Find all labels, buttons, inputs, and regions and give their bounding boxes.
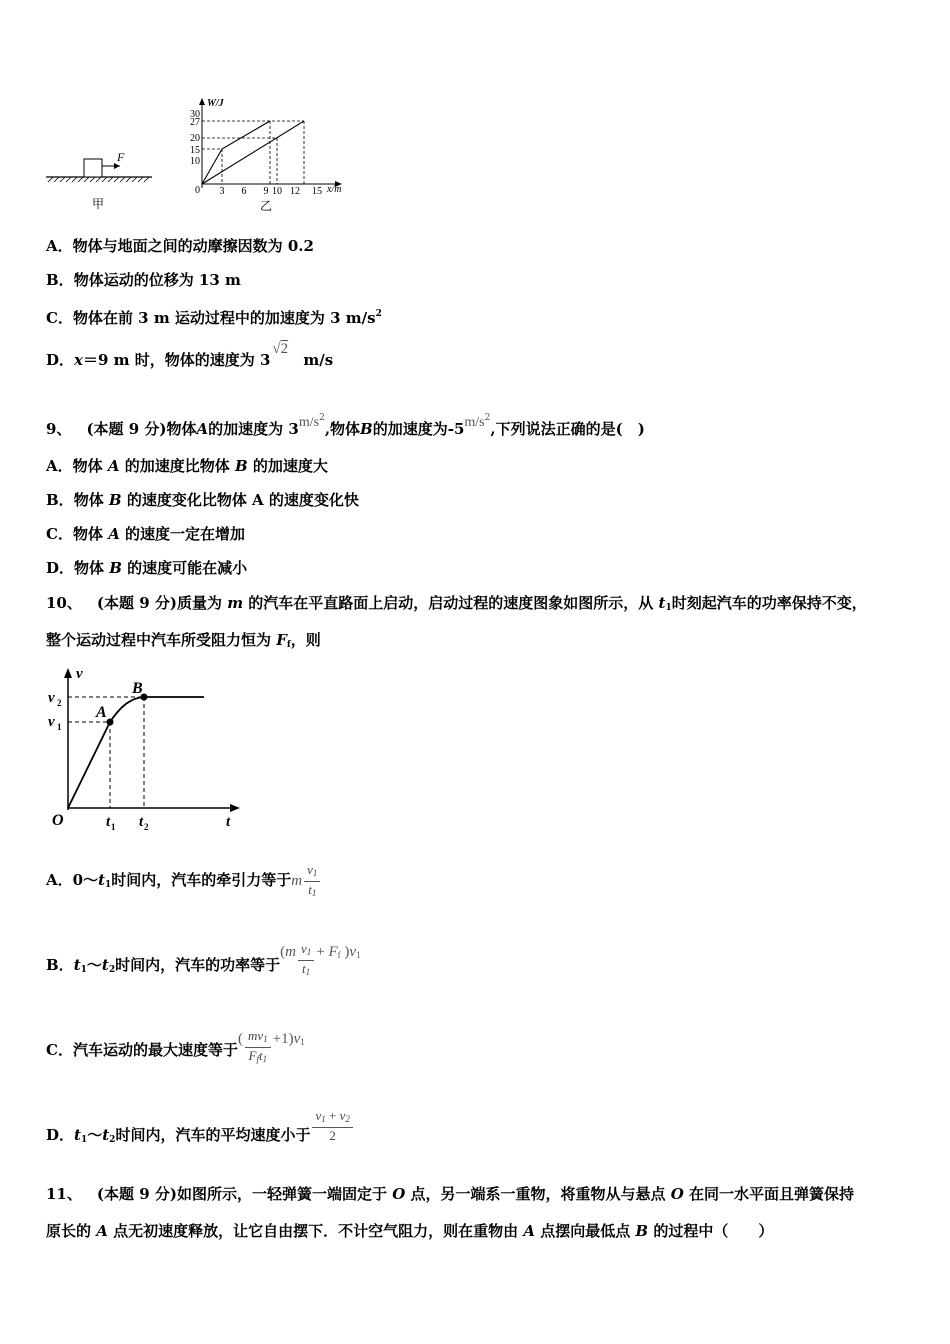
q8-option-b[interactable]: [46, 270, 241, 290]
label-jia: 甲: [92, 197, 105, 211]
option-letter: A．: [46, 237, 73, 255]
q8-option-a[interactable]: [46, 236, 314, 256]
fraction: $\frac{v_1 + v_2}{2}$: [312, 1108, 352, 1144]
y-tick: 10: [190, 156, 200, 167]
x-axis-label: x/m: [327, 184, 342, 195]
label-yi: 乙: [260, 199, 273, 213]
q9-option-c[interactable]: C．物体 A 的速度一定在增加: [46, 525, 246, 543]
v1-label: v: [48, 714, 55, 730]
q10-option-a[interactable]: A．$0\sim t_1$时间内，汽车的牵引力等于m $\frac{v_1}{t_1}$: [46, 860, 322, 905]
option-letter: D．: [46, 351, 75, 369]
x-tick: 10: [272, 186, 282, 197]
q10-stem-line1: 10、 (本题 9 分)质量为 m 的汽车在平直路面上启动，启动过程的速度图象如图所示，从 $t_1$时刻起汽车的功率保持不变，: [46, 594, 867, 613]
question-number: 9、: [46, 420, 72, 438]
origin-label: 0: [195, 185, 200, 196]
y-tick: 20: [190, 133, 200, 144]
t2-sub: 2: [144, 822, 149, 832]
y-tick: 27: [190, 117, 200, 128]
point-a-label: A: [96, 704, 107, 721]
q10-option-b[interactable]: B．$t_1\sim t_2$时间内，汽车的功率等于(m $\frac{v_1}{t_1}$ + $F_f$ )$v_1$: [46, 945, 361, 990]
x-tick: 3: [219, 186, 225, 197]
t1-label: t: [106, 814, 111, 830]
y-axis-label: W/J: [207, 98, 224, 109]
x-tick: 15: [312, 186, 322, 197]
point-a: [107, 719, 114, 726]
x-tick: 12: [290, 186, 300, 197]
option-text: ＝9 m 时，物体的速度为 3: [82, 351, 271, 369]
option-text: 物体运动的位移为 13 m: [73, 271, 241, 289]
superscript: 2: [375, 309, 382, 319]
option-text: 物体与地面之间的动摩擦因数为 0.2: [72, 237, 314, 255]
q10-stem-line2: 整个运动过程中汽车所受阻力恒为 $F_f$，则: [46, 631, 321, 650]
fraction: $\frac{v_1}{t_1}$: [304, 862, 320, 901]
t1-sub: 1: [111, 822, 116, 832]
x-tick: 6: [241, 186, 247, 197]
q11-stem-line2: 原长的 A 点无初速度释放，让它自由摆下．不计空气阻力，则在重物由 A 点摆向最低点 B 的过程中（ ）: [46, 1222, 774, 1240]
point-b-label: B: [132, 680, 143, 697]
option-text: 物体在前 3 m 运动过程中的加速度为 3 m/s: [72, 309, 376, 327]
q10-option-c[interactable]: C．汽车运动的最大速度等于( $\frac{mv_1}{F_ft_1}$ $+1)v_1$: [46, 1030, 305, 1074]
option-letter: C．: [46, 309, 73, 327]
unit: m/s: [303, 351, 334, 369]
velocity-curve: [68, 697, 204, 808]
q9-option-b[interactable]: B．物体 B 的速度变化比物体 A 的速度变化快: [46, 491, 359, 509]
q9-stem: 9、 (本题 9 分)物体A的加速度为 $3m/s^2$,物体B的加速度为$-5m/s^2$,下列说法正确的是( ): [46, 413, 645, 438]
velocity-time-graph: [46, 660, 246, 835]
var-x: x: [74, 351, 83, 369]
t2-label: t: [139, 814, 144, 830]
sqrt: √2: [272, 341, 289, 357]
q10-option-d[interactable]: D．$t_1\sim t_2$时间内，汽车的平均速度小于 $\frac{v_1 + v_2}{2}$: [46, 1115, 355, 1160]
fraction: $\frac{v_1}{t_1}$: [298, 941, 314, 980]
question-number: 11、: [46, 1185, 82, 1203]
score: (本题 9 分): [86, 420, 167, 438]
unit: m/s: [464, 415, 485, 430]
x-tick: 9: [263, 186, 269, 197]
axis-t-label: t: [226, 814, 231, 830]
option-letter: B．: [46, 271, 74, 289]
score: (本题 9 分): [96, 1185, 177, 1203]
v2-sub: 2: [57, 698, 62, 708]
question-number: 10、: [46, 594, 82, 612]
force-label: F: [117, 150, 125, 164]
axis-v-label: v: [76, 666, 83, 682]
unit: m/s: [298, 415, 320, 430]
figure-jia: [40, 145, 160, 215]
y-tick: 15: [190, 145, 200, 156]
fraction: $\frac{mv_1}{F_ft_1}$: [245, 1028, 271, 1067]
y-tick: 30: [190, 109, 200, 120]
q9-option-a[interactable]: A．物体 A 的加速度比物体 B 的加速度大: [46, 457, 328, 475]
q9-option-d[interactable]: D．物体 B 的速度可能在减小: [46, 559, 248, 577]
block: [84, 159, 102, 177]
score: (本题 9 分): [96, 594, 177, 612]
q8-option-d[interactable]: [46, 341, 334, 371]
v1-sub: 1: [57, 722, 62, 732]
origin-o-label: O: [52, 812, 64, 829]
q8-option-c[interactable]: [46, 304, 382, 328]
q11-stem-line1: 11、 (本题 9 分)如图所示，一轻弹簧一端固定于 O 点，另一端系一重物，将重物从与悬点 O 在同一水平面且弹簧保持: [46, 1185, 855, 1203]
figure-yi-graph: [180, 92, 350, 217]
v2-label: v: [48, 690, 55, 706]
line-upper: [202, 121, 270, 184]
